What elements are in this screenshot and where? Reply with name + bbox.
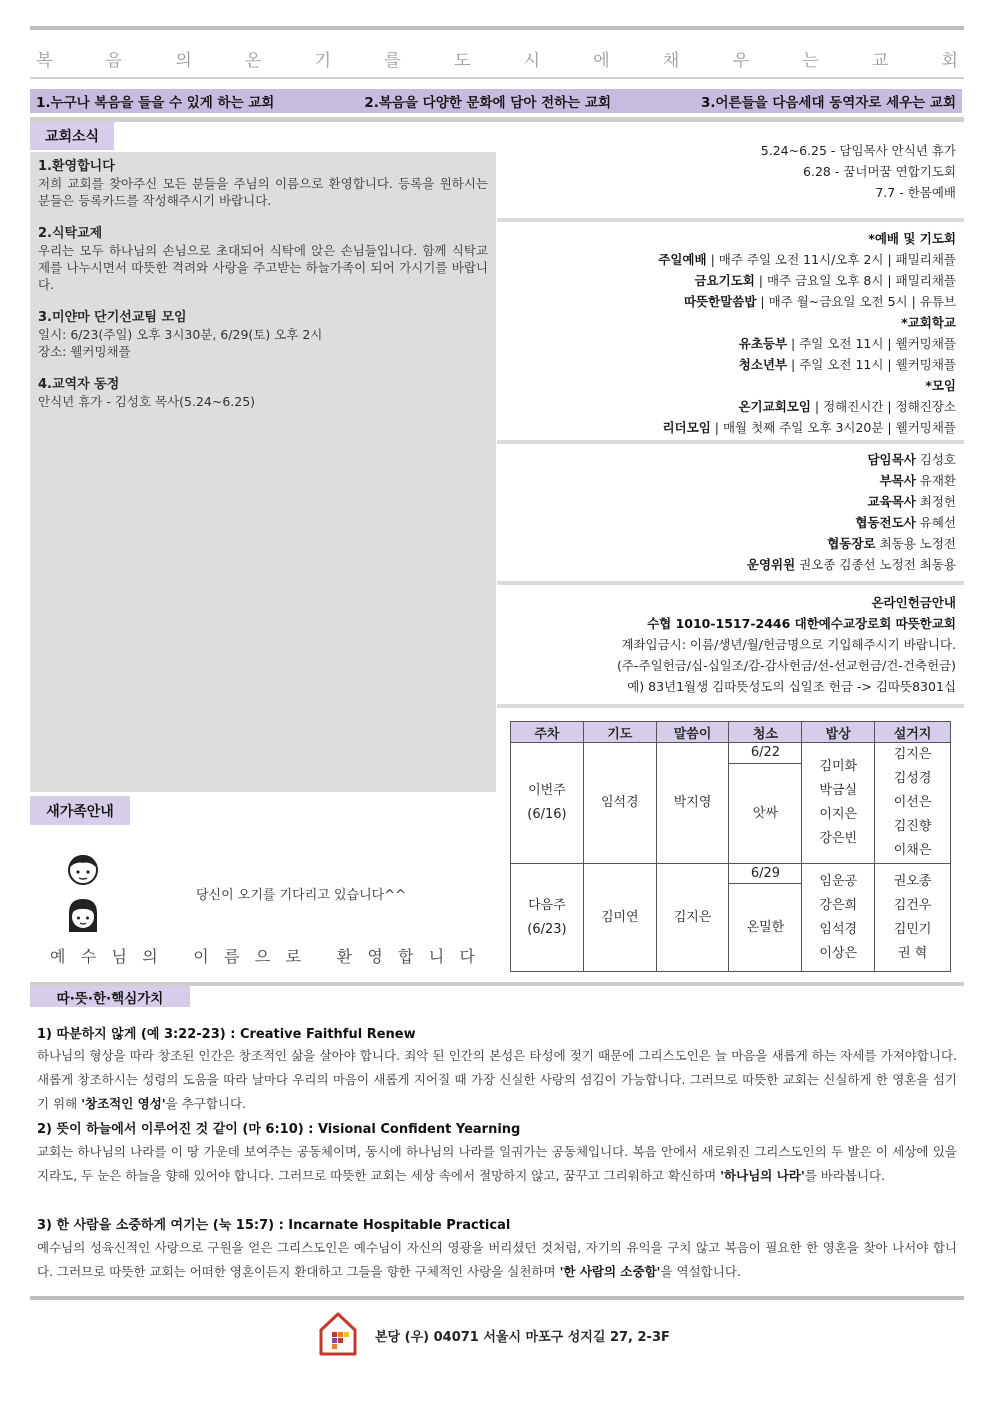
worship-row: 주일예배 | 매주 주일 오전 11시/오후 2시 | 패밀리채플 — [658, 252, 956, 267]
meal-cell: 임운공 강은희 임석경 이상은 — [802, 864, 875, 972]
news-item — [38, 309, 488, 360]
core-heading: 3) 한 사람을 소중하게 여기는 (눅 15:7) : Incarnate Hospitable Practical — [37, 1218, 511, 1233]
news-item — [38, 158, 488, 209]
offering-line: (주-주일헌금/십-십일조/감-감사헌금/선-선교헌금/건-건축헌금) — [617, 658, 956, 673]
divider — [497, 218, 964, 222]
motto-rule — [30, 77, 964, 79]
vision-2: 2.복음을 다양한 문화에 담아 전하는 교회 — [364, 95, 611, 111]
core-body: 교회는 하나님의 나라를 이 땅 가운데 보여주는 공동체이며, 동시에 하나님의 나라를 일궈가는 공동체입니다. 복음 안에서 새로워진 그리스도인의 두 발은 이 세상에 있을 지라도, 두 눈은 하늘을 향해 있어야 합니다. 그러므로 따뜻한 교회는 세상 속에서 절망하지 않고, 꿈꾸고 그리워하고 확신하며 '하나님의 나라'를 바라봅니다. — [37, 1144, 957, 1183]
staff-row: 협동장로 최동용 노정전 — [827, 536, 956, 551]
meal-cell: 김미화 박금실 이지은 강은빈 — [802, 743, 875, 864]
welcome-char: 님 — [111, 947, 127, 966]
news-title: 1.환영합니다 — [38, 159, 115, 174]
school-row: 유초등부 | 주일 오전 11시 | 웰커밍채플 — [738, 336, 956, 351]
offering-title: 온라인헌금안내 — [871, 595, 956, 610]
welcome-char: 환 — [336, 947, 353, 966]
divider — [497, 440, 964, 444]
offering-account: 수협 1010-1517-2446 대한예수교장로회 따뜻한교회 — [647, 616, 956, 631]
motto-char: 도 — [453, 51, 471, 71]
staff-row: 운영위원 권오종 김종선 노정전 최동용 — [746, 557, 956, 572]
prayer-cell: 임석경 — [583, 743, 656, 864]
vision-3: 3.어른들을 다음세대 동역자로 세우는 교회 — [700, 95, 956, 111]
news-body: 일시: 6/23(주일) 오후 3시30분, 6/29(토) 오후 2시 장소: 웰커밍채플 — [38, 327, 323, 359]
school-row: 청소년부 | 주일 오전 11시 | 웰커밍채플 — [738, 357, 956, 372]
staff-row: 부목사 유재환 — [879, 473, 956, 488]
welcome-char: 다 — [459, 947, 475, 966]
motto-char: 의 — [175, 51, 192, 71]
motto-char: 에 — [593, 51, 610, 71]
school-header: *교회학교 — [901, 315, 956, 330]
dish-cell: 김지은 김성경 이선은 김진향 이채은 — [875, 743, 951, 864]
vision-rule — [30, 117, 964, 122]
welcome-char: 로 — [285, 947, 301, 966]
motto — [36, 46, 958, 71]
clean-date-cell: 6/29 — [729, 864, 802, 884]
clean-date-cell: 6/22 — [729, 743, 802, 764]
schedule-item: 6.28 - 꿈너머꿈 연합기도회 — [803, 164, 956, 179]
column-header: 밥상 — [802, 722, 875, 743]
welcome-char: 예 — [50, 947, 66, 966]
meeting-row: 리더모임 | 매월 첫째 주일 오후 3시20분 | 웰커밍채플 — [662, 420, 956, 435]
girl-icon — [66, 896, 100, 939]
news-body: 저희 교회를 찾아주신 모든 분들을 주님의 이름으로 환영합니다. 등록을 원하시는 분들은 등록카드를 작성해주시기 바랍니다. — [38, 176, 488, 208]
motto-char: 를 — [384, 51, 401, 71]
motto-char: 우 — [732, 51, 749, 71]
column-header: 기도 — [583, 722, 656, 743]
top-rule — [30, 26, 964, 30]
reader-cell: 김지은 — [656, 864, 729, 972]
news-title: 3.미얀마 단기선교팀 모임 — [38, 310, 187, 325]
welcome-char: 름 — [224, 947, 240, 966]
prayer-cell: 김미연 — [583, 864, 656, 972]
boy-icon — [66, 851, 100, 890]
clean-cell: 앗싸 — [729, 764, 802, 864]
news-body: 우리는 모두 하나님의 손님으로 초대되어 식탁에 앉은 손님들입니다. 함께 식탁교제를 나누시면서 따뜻한 격려와 사랑을 주고받는 하늘가족이 되어 가시기를 바랍니다. — [38, 243, 488, 292]
worship-block — [497, 228, 964, 438]
news-title: 4.교역자 동정 — [38, 377, 120, 392]
motto-char: 복 — [36, 51, 53, 71]
newfamily-message: 당신이 오기를 기다리고 있습니다^^ — [196, 888, 406, 903]
news-title: 2.식탁교제 — [38, 226, 103, 241]
worship-header: *예배 및 기도회 — [868, 231, 956, 246]
divider — [497, 581, 964, 585]
meeting-header: *모임 — [925, 378, 956, 393]
column-header: 설거지 — [875, 722, 951, 743]
core-heading: 2) 뜻이 하늘에서 이루어진 것 같이 (마 6:10) : Visional Confident Yearning — [37, 1122, 521, 1137]
motto-char: 교 — [871, 51, 889, 71]
motto-char: 기 — [314, 51, 332, 71]
staff-row: 교육목사 최정헌 — [867, 494, 956, 509]
welcome-char — [173, 944, 178, 967]
column-header: 청소 — [729, 722, 802, 743]
welcome-banner — [50, 944, 475, 967]
meeting-row: 온기교회모임 | 정해진시간 | 정해진장소 — [738, 399, 956, 414]
news-panel — [30, 152, 496, 792]
week-cell: 이번주 (6/16) — [511, 743, 584, 864]
table-row — [511, 864, 951, 884]
welcome-char: 수 — [80, 947, 97, 966]
week-cell: 다음주 (6/23) — [511, 864, 584, 972]
offering-line: 계좌입금시: 이름/생년/월/헌금명으로 기입해주시기 바랍니다. — [621, 637, 956, 652]
offering-block — [497, 592, 964, 697]
welcome-char: 이 — [193, 947, 209, 966]
schedule-block — [497, 140, 964, 203]
dish-cell: 권오종 김건우 김민기 권 혁 — [875, 864, 951, 972]
motto-char: 온 — [244, 51, 262, 71]
staff-block — [497, 449, 964, 575]
welcome-char: 으 — [254, 947, 271, 966]
column-header: 말씀이 — [656, 722, 729, 743]
motto-char: 회 — [941, 51, 958, 71]
staff-row: 협동전도사 유혜선 — [855, 515, 956, 530]
core-body: 예수님의 성육신적인 사랑으로 구원을 얻은 그리스도인은 예수님이 자신의 영광을 버리셨던 것처럼, 자기의 유익을 구치 않고 복음이 필요한 한 영혼을 찾아 나서야 합니다. 그러므로 따뜻한 교회는 어떠한 영혼이든지 환대하고 그들을 향한 구체적인 사랑을 실천하며 '한 사람의 소중함'을 역설합니다. — [37, 1240, 957, 1279]
vision-1: 1.누구나 복음을 들을 수 있게 하는 교회 — [36, 95, 275, 111]
motto-char: 는 — [802, 51, 819, 71]
schedule-item: 7.7 - 한몸예배 — [875, 185, 956, 200]
news-item — [38, 225, 488, 293]
welcome-char — [316, 944, 321, 967]
core-tab: 따·뜻·한·핵심가치 — [30, 986, 190, 1007]
staff-row: 담임목사 김성호 — [867, 452, 956, 467]
core-body: 하나님의 형상을 따라 창조된 인간은 창조적인 삶을 살아야 합니다. 죄악 된 인간의 본성은 타성에 젖기 때문에 그리스도인은 늘 마음을 새롭게 하는 자세를 가져야합니다. 새롭게 창조하시는 성령의 도움을 따라 날마다 우리의 마음이 새롭게 지어질 때 가장 신실한 사랑의 섬김이 가능합니다. 그러므로 따뜻한 교회는 신실하게 한 영혼을 섬기기 위해 '창조적인 영성'을 추구합니다. — [37, 1048, 957, 1111]
offering-line: 예) 83년1월생 김따뜻성도의 십일조 헌금 -> 김따뜻8301십 — [627, 679, 956, 694]
motto-char: 시 — [523, 51, 541, 71]
motto-char: 음 — [105, 51, 123, 71]
welcome-char: 합 — [398, 947, 414, 966]
footer-address: 본당 (우) 04071 서울시 마포구 성지길 27, 2-3F — [375, 1330, 670, 1345]
footer-rule — [30, 1296, 964, 1300]
clean-cell: 온밀한 — [729, 884, 802, 972]
core-heading: 1) 따분하지 않게 (예 3:22-23) : Creative Faithful Renew — [37, 1027, 416, 1042]
worship-row: 따뜻한말씀밥 | 매주 월~금요일 오전 5시 | 유튜브 — [683, 294, 956, 309]
column-header: 주차 — [511, 722, 584, 743]
news-item — [38, 376, 488, 410]
schedule-item: 5.24~6.25 - 담임목사 안식년 휴가 — [760, 143, 956, 158]
reader-cell: 박지영 — [656, 743, 729, 864]
duty-table — [510, 721, 951, 972]
welcome-char: 영 — [367, 947, 383, 966]
news-body: 안식년 휴가 - 김성호 목사(5.24~6.25) — [38, 394, 256, 409]
vision-bar — [30, 89, 962, 113]
newfamily-tab: 새가족안내 — [30, 796, 130, 825]
welcome-char: 의 — [142, 947, 158, 966]
worship-row: 금요기도회 | 매주 금요일 오후 8시 | 패밀리채플 — [694, 273, 956, 288]
welcome-char: 니 — [428, 947, 445, 966]
motto-char: 채 — [662, 51, 680, 71]
table-row — [511, 743, 951, 764]
divider — [497, 704, 964, 708]
news-tab: 교회소식 — [30, 122, 114, 150]
table-header-row — [511, 722, 951, 743]
church-logo-icon — [318, 1310, 358, 1359]
